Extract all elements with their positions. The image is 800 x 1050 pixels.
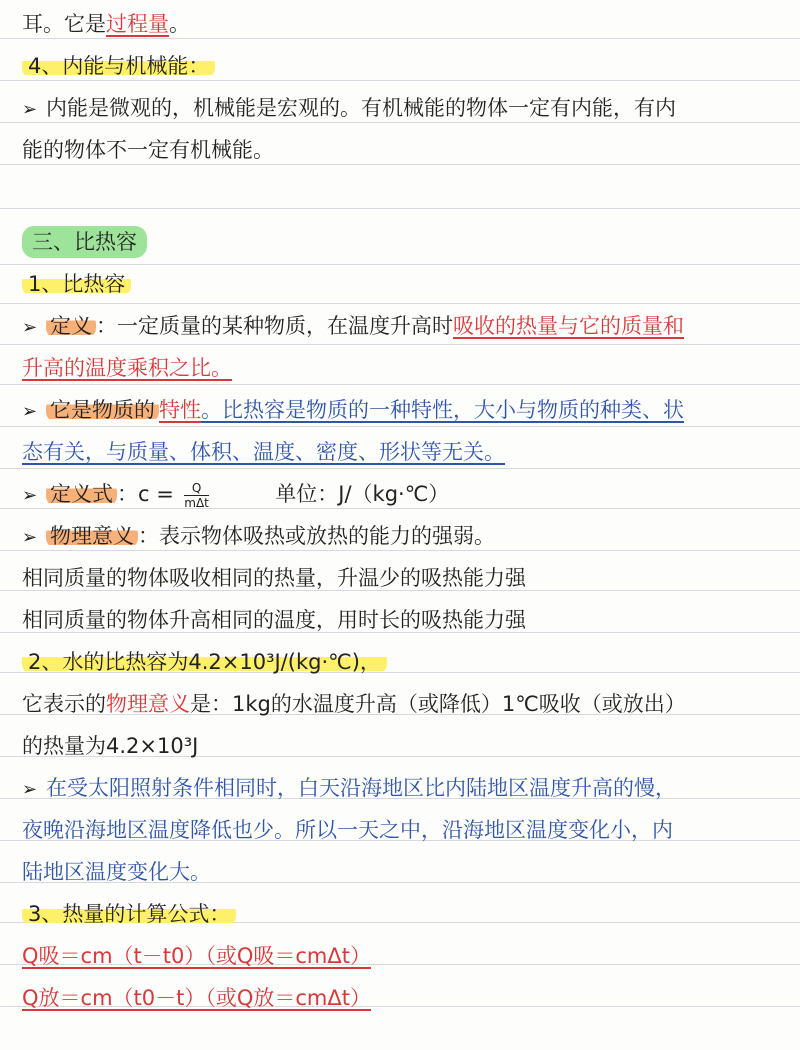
text-fragment: 。比热容是物质的一种特性，大小与物质的种类、状 [201,398,684,422]
highlighted-term: 过程量 [106,12,169,36]
text-line [22,4,780,44]
arrow-bullet-icon: ➢ [22,485,38,506]
arrow-bullet-icon: ➢ [22,401,38,422]
text-line [22,348,780,388]
text-fragment: 。 [169,12,190,36]
text-line [22,516,780,556]
text-fragment: 相同质量的物体吸收相同的热量，升温少的吸热能力强 [22,566,526,590]
subheading-label: 2、水的比热容为4.2×10³J/(kg·℃)， [22,650,387,674]
text-line [22,726,780,766]
text-line [22,684,780,724]
arrow-bullet-icon: ➢ [22,779,38,800]
text-fragment: 的热量为4.2×10³J [22,734,199,758]
text-fragment: 陆地区温度变化大。 [22,860,211,884]
text-line [22,474,780,514]
formula-line [22,936,780,976]
term-tag: 定义式 [46,482,117,506]
highlighted-term: 升高的温度乘积之比。 [22,356,232,380]
text-line [22,600,780,640]
term-tag: 定义 [46,314,96,338]
text-line [22,810,780,850]
text-fragment: 内能是微观的，机械能是宏观的。有机械能的物体一定有内能，有内 [46,96,676,120]
section-heading-label: 三、比热容 [22,226,147,258]
formula-text: Q吸＝cm（t－t0）（或Q吸＝cmΔt） [22,944,371,968]
term-tag: 物理意义 [46,524,138,548]
section-heading [22,222,780,262]
text-fragment: ：c = [117,482,174,506]
formula-fraction [184,481,209,510]
formula-text: Q放＝cm（t0－t）（或Q放＝cmΔt） [22,986,371,1010]
arrow-bullet-icon: ➢ [22,317,38,338]
subheading [22,264,780,304]
arrow-bullet-icon: ➢ [22,99,38,120]
unit-text: 单位：J/（kg·℃） [275,482,450,506]
text-fragment: 相同质量的物体升高相同的温度，用时长的吸热能力强 [22,608,526,632]
text-fragment: 态有关，与质量、体积、温度、密度、形状等无关。 [22,440,505,464]
highlighted-term: 特性 [159,398,201,422]
subheading [22,46,780,86]
text-fragment: 耳。它是 [22,12,106,36]
text-fragment: ：一定质量的某种物质，在温度升高时 [96,314,453,338]
text-fragment: 在受太阳照射条件相同时，白天沿海地区比内陆地区温度升高的慢， [46,776,676,800]
text-fragment: 夜晚沿海地区温度降低也少。所以一天之中，沿海地区温度变化小，内 [22,818,673,842]
highlighted-term: 物理意义 [106,692,190,716]
term-tag: 它是物质的 [46,398,159,422]
text-line [22,390,780,430]
text-fragment: ：表示物体吸热或放热的能力的强弱。 [138,524,495,548]
text-line [22,306,780,346]
text-fragment: 它表示的 [22,692,106,716]
subheading-label: 4、内能与机械能： [22,54,215,78]
text-line [22,130,780,170]
formula-line [22,978,780,1018]
text-line [22,852,780,892]
text-fragment: 能的物体不一定有机械能。 [22,138,274,162]
subheading [22,642,780,682]
fraction-numerator: Q [184,481,209,496]
text-line [22,558,780,598]
subheading-label: 1、比热容 [22,272,131,296]
text-line [22,88,780,128]
text-line [22,768,780,808]
text-line [22,432,780,472]
text-fragment: 是：1kg的水温度升高（或降低）1℃吸收（或放出） [190,692,686,716]
highlighted-term: 吸收的热量与它的质量和 [453,314,684,338]
fraction-denominator: mΔt [184,495,209,510]
subheading [22,894,780,934]
arrow-bullet-icon: ➢ [22,527,38,548]
subheading-label: 3、热量的计算公式： [22,902,236,926]
